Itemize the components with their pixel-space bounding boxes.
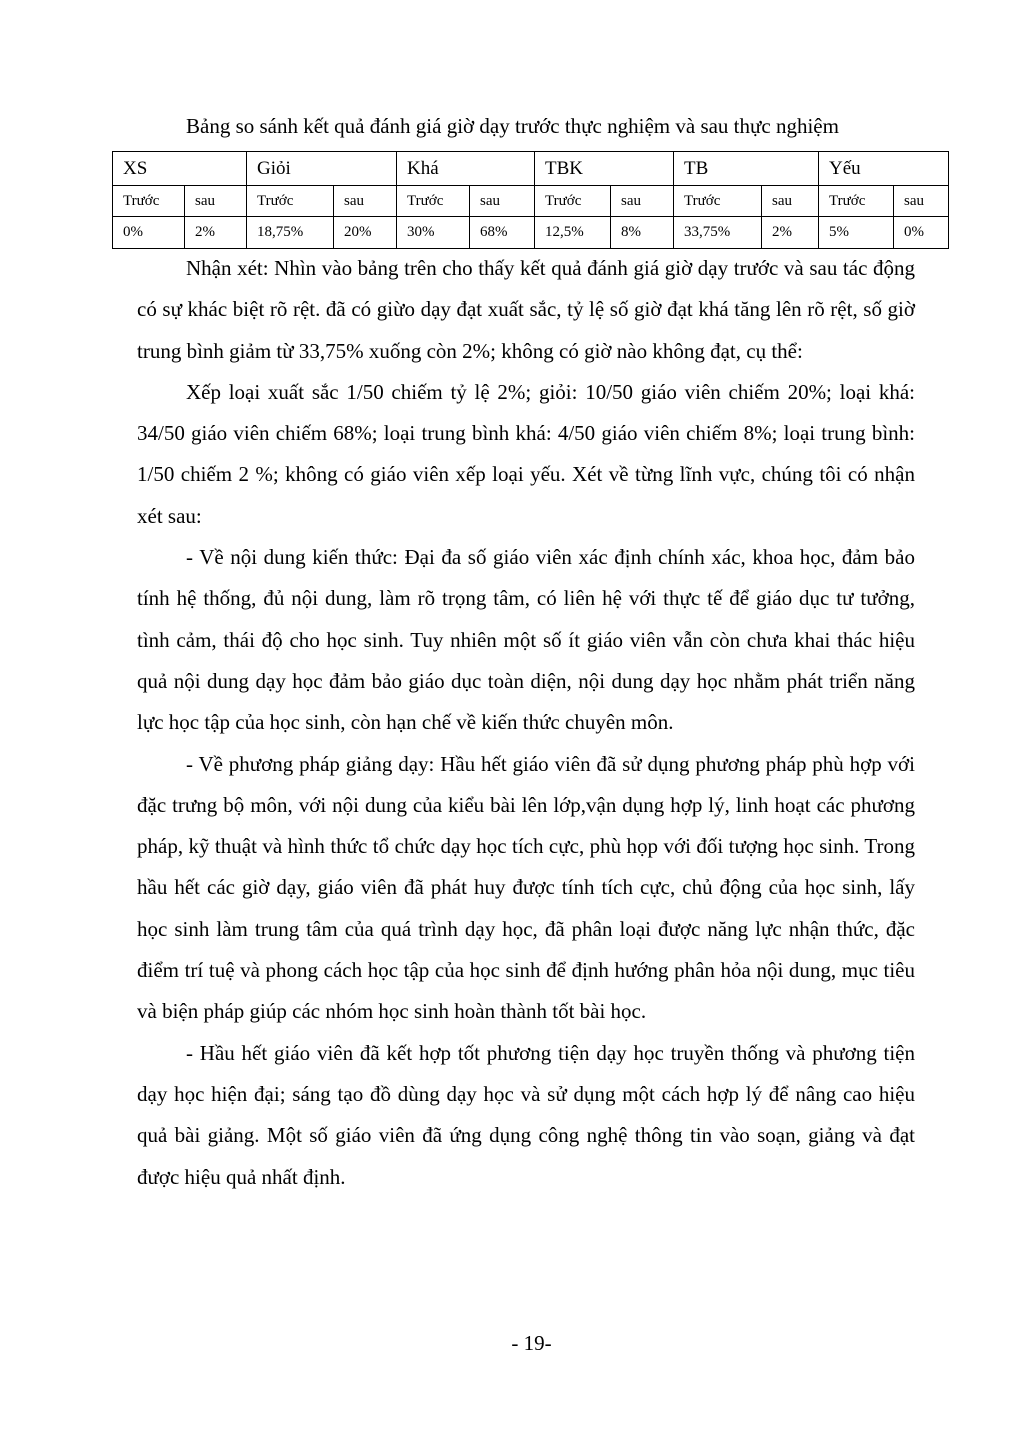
value-cell: 2%	[762, 217, 819, 249]
body-text	[137, 248, 915, 1198]
header-cell: TB	[674, 152, 819, 186]
header-cell: TBK	[535, 152, 674, 186]
value-cell: 33,75%	[674, 217, 762, 249]
table-caption: Bảng so sánh kết quả đánh giá giờ dạy trước thực nghiệm và sau thực nghiệm	[186, 114, 839, 138]
subheader-cell: Trước	[535, 186, 611, 217]
subheader-cell: Trước	[819, 186, 894, 217]
value-cell: 18,75%	[247, 217, 334, 249]
comparison-table	[112, 151, 949, 249]
subheader-cell: sau	[185, 186, 247, 217]
value-cell: 30%	[397, 217, 470, 249]
subheader-cell: Trước	[674, 186, 762, 217]
subheader-cell: sau	[762, 186, 819, 217]
value-cell: 0%	[113, 217, 185, 249]
subheader-cell: Trước	[397, 186, 470, 217]
header-cell: Yếu	[819, 152, 949, 186]
header-cell: Giỏi	[247, 152, 397, 186]
table-header-row	[113, 152, 949, 186]
header-cell: XS	[113, 152, 247, 186]
value-cell: 20%	[334, 217, 397, 249]
paragraph-teaching-media: - Hầu hết giáo viên đã kết hợp tốt phương tiện dạy học truyền thống và phương tiện dạy học hiện đại; sáng tạo đồ dùng dạy học và sử dụng một cách hợp lý để nâng cao hiệu quả bài giảng. Một số giáo viên đã ứng dụng công nghệ thông tin vào soạn, giảng và đạt được hiệu quả nhất định.	[137, 1040, 915, 1189]
header-cell: Khá	[397, 152, 535, 186]
paragraph-teaching-methods: - Về phương pháp giảng dạy: Hầu hết giáo viên đã sử dụng phương pháp phù hợp với đặc trưng bộ môn, với nội dung của kiểu bài lên lớp,vận dụng hợp lý, linh hoạt các phương pháp, kỹ thuật và hình thức tổ chức dạy học tích cực, phù họp với đối tượng học sinh. Trong hầu hết các giờ dạy, giáo viên đã phát huy được tính tích cực, chủ động của học sinh, lấy học sinh làm trung tâm của quá trình dạy học, đã phân loại được năng lực nhận thức, đặc điểm trí tuệ và phong cách học tập của học sinh để định hướng phân hỏa nội dung, mục tiêu và biện pháp giúp các nhóm học sinh hoàn thành tốt bài học.	[137, 751, 915, 1024]
paragraph-remarks: Nhận xét: Nhìn vào bảng trên cho thấy kết quả đánh giá giờ dạy trước và sau tác động có sự khác biệt rõ rệt. đã có giừo dạy đạt xuất sắc, tỷ lệ số giờ đạt khá tăng lên rõ rệt, số giờ trung bình giảm từ 33,75% xuống còn 2%; không có giờ nào không đạt, cụ thể:	[137, 256, 915, 363]
value-cell: 5%	[819, 217, 894, 249]
value-cell: 68%	[470, 217, 535, 249]
subheader-cell: sau	[470, 186, 535, 217]
subheader-cell: Trước	[247, 186, 334, 217]
value-cell: 8%	[611, 217, 674, 249]
paragraph-content-knowledge: - Về nội dung kiến thức: Đại đa số giáo viên xác định chính xác, khoa học, đảm bảo tính hệ thống, đủ nội dung, làm rõ trọng tâm, có liên hệ với thực tế để giáo dục tư tưởng, tình cảm, thái độ cho học sinh. Tuy nhiên một số ít giáo viên vẫn còn chưa khai thác hiệu quả nội dung dạy học đảm bảo giáo dục toàn diện, nội dung dạy học nhằm phát triển năng lực học tập của học sinh, còn hạn chế về kiến thức chuyên môn.	[137, 545, 915, 735]
value-cell: 12,5%	[535, 217, 611, 249]
paragraph-classification: Xếp loại xuất sắc 1/50 chiếm tỷ lệ 2%; giỏi: 10/50 giáo viên chiếm 20%; loại khá: 34/50 giáo viên chiếm 68%; loại trung bình khá: 4/50 giáo viên chiếm 8%; loại trung bình: 1/50 chiếm 2 %; không có giáo viên xếp loại yếu. Xét về từng lĩnh vực, chúng tôi có nhận xét sau:	[137, 379, 915, 528]
value-cell: 2%	[185, 217, 247, 249]
subheader-cell: sau	[611, 186, 674, 217]
subheader-cell: sau	[334, 186, 397, 217]
table-values-row	[113, 217, 949, 249]
page-number: - 19-	[511, 1331, 552, 1355]
subheader-cell: sau	[894, 186, 949, 217]
table-subheader-row	[113, 186, 949, 217]
subheader-cell: Trước	[113, 186, 185, 217]
value-cell: 0%	[894, 217, 949, 249]
